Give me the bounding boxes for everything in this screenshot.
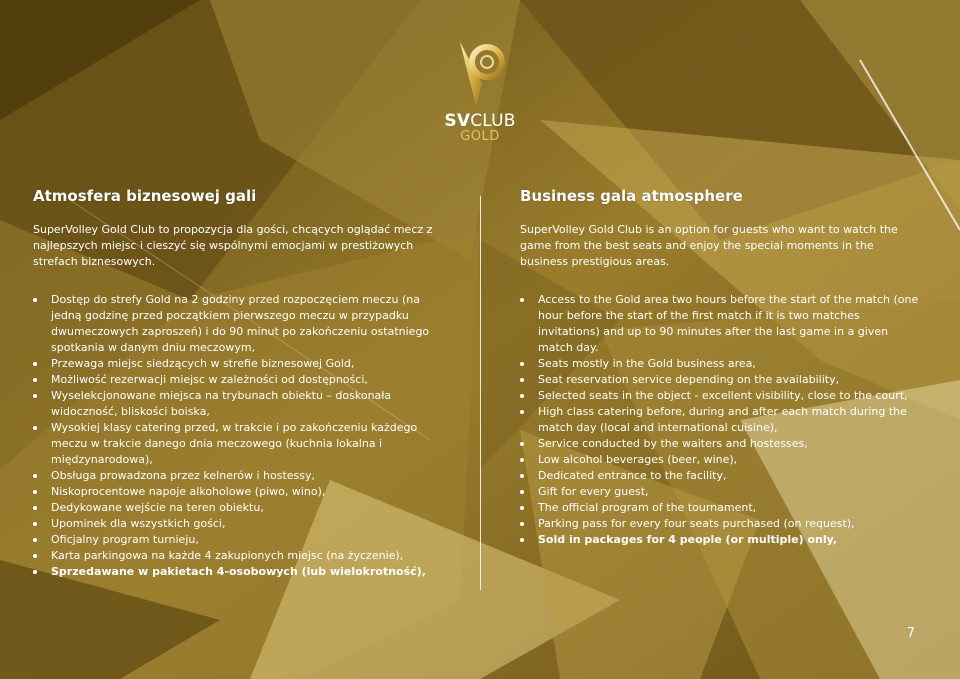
list-item: Seat reservation service depending on the availability, — [520, 372, 920, 388]
list-item: High class catering before, during and after each match during the match day (local and international cuisine), — [520, 404, 920, 436]
column-divider — [480, 196, 481, 590]
english-heading: Business gala atmosphere — [520, 187, 743, 205]
logo-club: CLUB — [470, 111, 516, 131]
list-item-packages: Sprzedawane w pakietach 4-osobowych (lub wielokrotność), — [33, 564, 443, 580]
list-item-packages: Sold in packages for 4 people (or multiple) only, — [520, 532, 920, 548]
logo-wordmark — [440, 112, 520, 130]
logo-sv: SV — [444, 111, 471, 131]
page-number: 7 — [906, 626, 915, 641]
list-item: Możliwość rezerwacji miejsc w zależności od dostępności, — [33, 372, 443, 388]
list-item: Seats mostly in the Gold business area, — [520, 356, 920, 372]
polish-heading: Atmosfera biznesowej gali — [33, 187, 257, 205]
list-item: Dedicated entrance to the facility, — [520, 468, 920, 484]
list-item: The official program of the tournament, — [520, 500, 920, 516]
list-item: Przewaga miejsc siedzących w strefie biznesowej Gold, — [33, 356, 443, 372]
polish-column — [33, 186, 443, 580]
list-item: Service conducted by the waiters and hostesses, — [520, 436, 920, 452]
polish-intro: SuperVolley Gold Club to propozycja dla gości, chcących oglądać mecz z najlepszych miejsc i cieszyć się wspólnymi emocjami w prestiżowych strefach biznesowych. — [33, 223, 433, 268]
list-item: Niskoprocentowe napoje alkoholowe (piwo, wino), — [33, 484, 443, 500]
sv-club-gold-logo — [440, 38, 520, 144]
list-item: Karta parkingowa na każde 4 zakupionych miejsc (na życzenie), — [33, 548, 443, 564]
logo-gold: GOLD — [460, 129, 500, 144]
english-benefits-list — [520, 292, 920, 548]
english-intro: SuperVolley Gold Club is an option for guests who want to watch the game from the best seats and enjoy the special moments in the business prestigious areas. — [520, 223, 898, 268]
list-item: Obsługa prowadzona przez kelnerów i hostessy, — [33, 468, 443, 484]
list-item: Upominek dla wszystkich gości, — [33, 516, 443, 532]
english-column — [520, 186, 920, 548]
list-item: Low alcohol beverages (beer, wine), — [520, 452, 920, 468]
list-item: Gift for every guest, — [520, 484, 920, 500]
list-item: Wysokiej klasy catering przed, w trakcie i po zakończeniu każdego meczu w trakcie danego dnia meczowego (kuchnia lokalna i międzynarodowa), — [33, 420, 443, 468]
list-item: Dostęp do strefy Gold na 2 godziny przed rozpoczęciem meczu (na jedną godzinę przed początkiem pierwszego meczu w przypadku dwumeczowych zaproszeń) i do 90 minut po zakończeniu ostatniego spotkania w danym dniu meczowym, — [33, 292, 443, 356]
list-item: Selected seats in the object - excellent visibility, close to the court, — [520, 388, 920, 404]
list-item: Access to the Gold area two hours before the start of the match (one hour before the start of the first match if it is two matches invitations) and up to 90 minutes after the last game in a given match day. — [520, 292, 920, 356]
list-item: Dedykowane wejście na teren obiektu, — [33, 500, 443, 516]
volleyball-mark-icon — [452, 38, 508, 110]
list-item: Parking pass for every four seats purchased (on request), — [520, 516, 920, 532]
list-item: Wyselekcjonowane miejsca na trybunach obiektu – doskonała widoczność, bliskości boiska, — [33, 388, 443, 420]
list-item: Oficjalny program turnieju, — [33, 532, 443, 548]
polish-benefits-list — [33, 292, 443, 580]
